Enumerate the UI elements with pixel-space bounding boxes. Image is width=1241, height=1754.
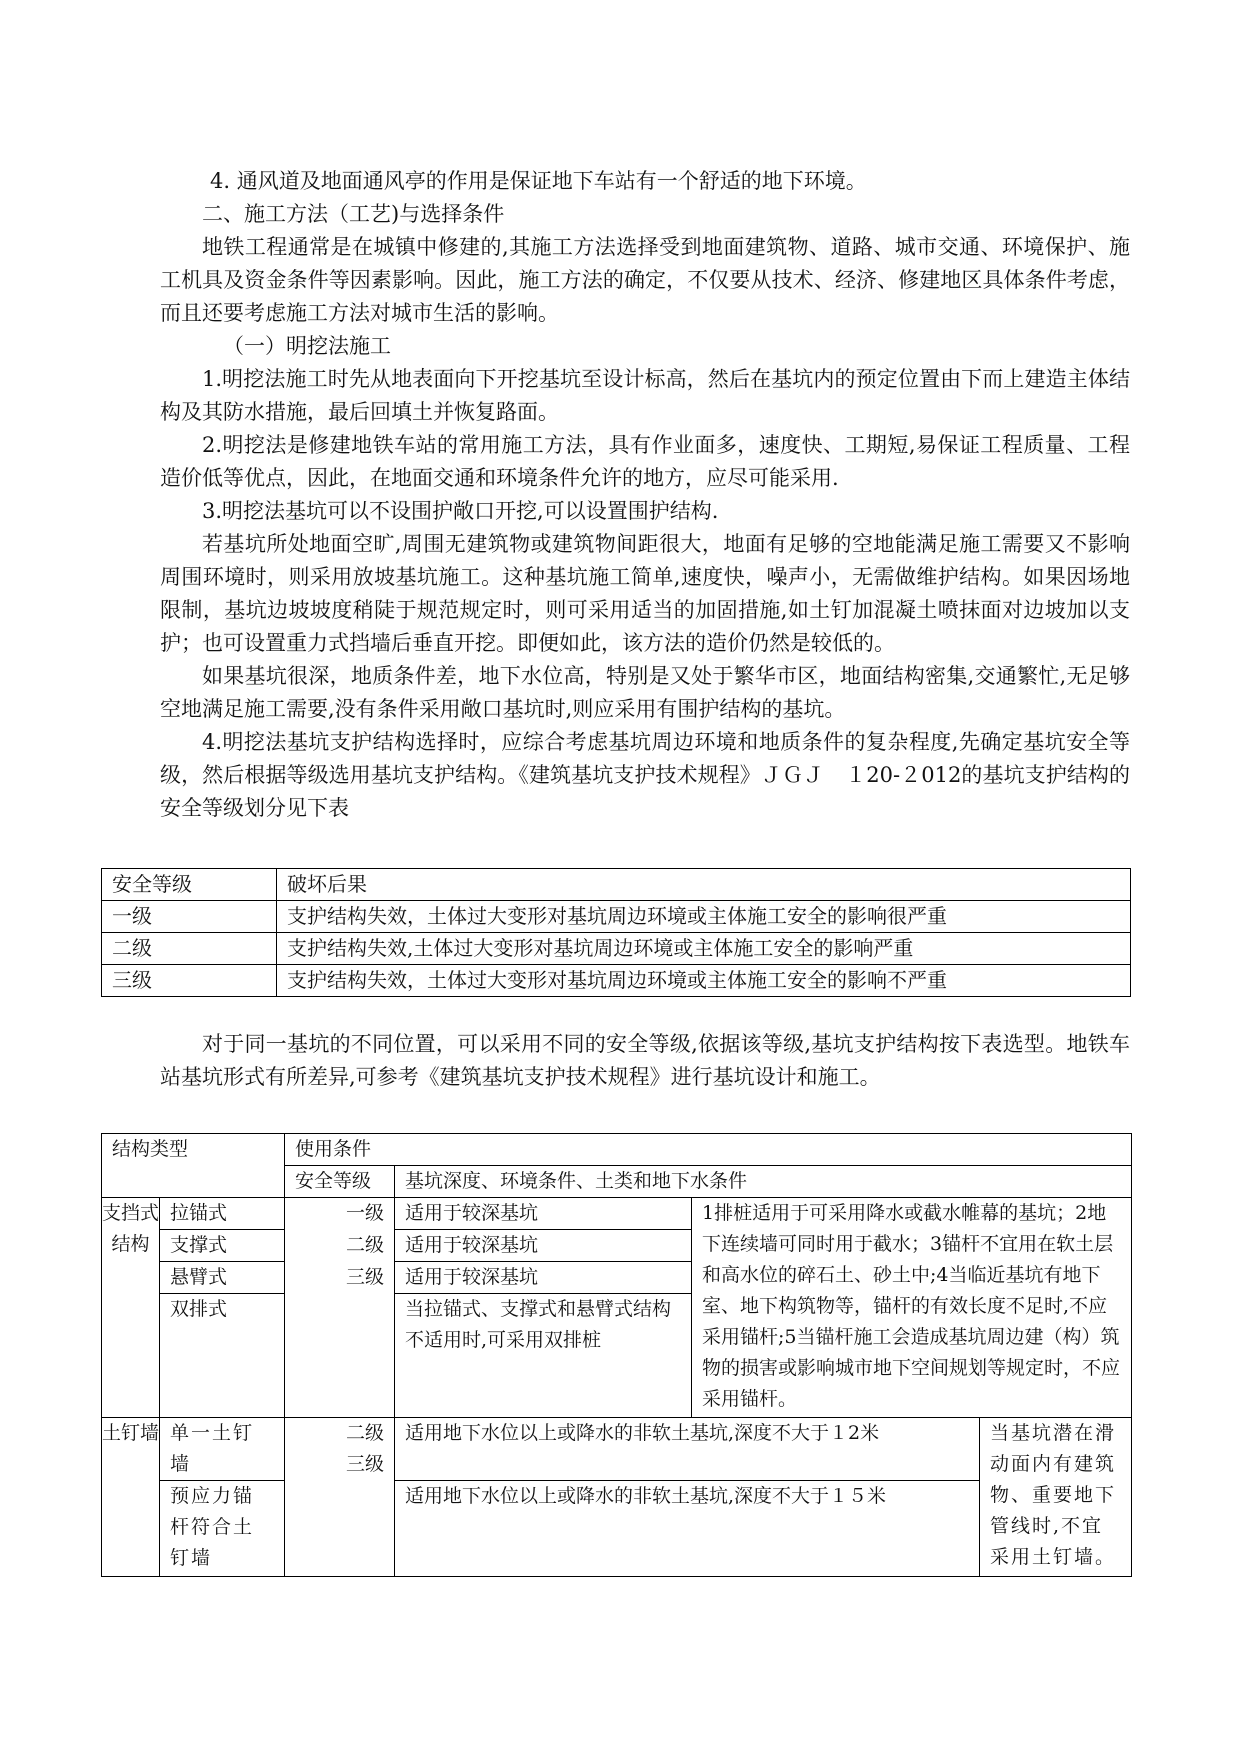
structure-item: 单一土钉墙 — [160, 1418, 285, 1481]
table-row — [102, 965, 1131, 997]
condition-cell: 适用于较深基坑 — [395, 1230, 692, 1262]
paragraph-item-2: 2.明挖法是修建地铁车站的常用施工方法，具有作业面多，速度快、工期短,易保证工程质量、工程造价低等优点，因此，在地面交通和环境条件允许的地方，应尽可能采用. — [160, 433, 1130, 490]
group-name-soil-nail: 土钉墙 — [102, 1418, 160, 1577]
table-row — [102, 933, 1131, 965]
paragraph-item-4: 4.明挖法基坑支护结构选择时，应综合考虑基坑周边环境和地质条件的复杂程度,先确定基坑安全等级，然后根据等级选用基坑支护结构。《建筑基坑支护技术规程》ＪＧＪ １20-２012的基坑支护结构的安全等级划分见下表 — [160, 730, 1130, 820]
consequence-cell: 支护结构失效,土体过大变形对基坑周边环境或主体施工安全的影响严重 — [277, 933, 1131, 965]
header-cell-structure-type: 结构类型 — [102, 1134, 285, 1198]
structure-item: 支撑式 — [160, 1230, 285, 1262]
consequence-cell: 支护结构失效，土体过大变形对基坑周边环境或主体施工安全的影响不严重 — [277, 965, 1131, 997]
condition-cell: 适用于较深基坑 — [395, 1262, 692, 1294]
paragraph-item-1: 1.明挖法施工时先从地表面向下开挖基坑至设计标高，然后在基坑内的预定位置由下而上建造主体结构及其防水措施，最后回填土并恢复路面。 — [160, 367, 1130, 424]
structure-item: 预应力锚杆符合土钉墙 — [160, 1481, 285, 1577]
header-cell-grade: 安全等级 — [102, 869, 277, 901]
table-header-row — [102, 1134, 1132, 1166]
body-text — [160, 165, 1130, 825]
paragraph-slope-pit: 若基坑所处地面空旷,周围无建筑物或建筑物间距很大，地面有足够的空地能满足施工需要又不影响周围环境时，则采用放坡基坑施工。这种基坑施工简单,速度快，噪声小，无需做维护结构。如果因场地限制，基坑边坡坡度稍陡于规范规定时，则可采用适当的加固措施,如土钉加混凝土喷抹面对边坡加以支护；也可设置重力式挡墙后垂直开挖。即便如此，该方法的造价仍然是较低的。 — [160, 532, 1130, 655]
section-heading-construction-methods: 二、施工方法（工艺)与选择条件 — [202, 202, 505, 226]
paragraph-intro: 地铁工程通常是在城镇中修建的,其施工方法选择受到地面建筑物、道路、城市交通、环境保护、施工机具及资金条件等因素影响。因此，施工方法的确定，不仅要从技术、经济、修建地区具体条件考虑，而且还要考虑施工方法对城市生活的影响。 — [160, 235, 1130, 325]
structure-item: 双排式 — [160, 1294, 285, 1418]
header-cell-conditions: 基坑深度、环境条件、土类和地下水条件 — [395, 1166, 1132, 1198]
notes-cell-soil-nail: 当基坑潜在滑动面内有建筑物、重要地下管线时,不宜采用土钉墙。 — [980, 1418, 1132, 1577]
table-row — [102, 1198, 1132, 1230]
table-row — [102, 901, 1131, 933]
condition-cell: 适用地下水位以上或降水的非软土基坑,深度不大于１５米 — [395, 1481, 980, 1577]
condition-cell: 适用地下水位以上或降水的非软土基坑,深度不大于１2米 — [395, 1418, 980, 1481]
grade-cell: 二级 — [285, 1230, 395, 1262]
header-cell-consequence: 破坏后果 — [277, 869, 1131, 901]
grade-cell: 一级 — [102, 901, 277, 933]
support-structure-table — [101, 1133, 1132, 1577]
table-row — [102, 1418, 1132, 1481]
paragraph-ventilation: 4. 通风道及地面通风亭的作用是保证地下车站有一个舒适的地下环境。 — [210, 169, 867, 193]
header-cell-safety-grade: 安全等级 — [285, 1166, 395, 1198]
paragraph-deep-pit: 如果基坑很深，地质条件差，地下水位高，特别是又处于繁华市区，地面结构密集,交通繁忙,无足够空地满足施工需要,没有条件采用敞口基坑时,则应采用有围护结构的基坑。 — [160, 664, 1130, 721]
subsection-heading-open-cut: （一）明挖法施工 — [223, 334, 391, 358]
table-row — [102, 1481, 1132, 1577]
grade-cell: 二级 三级 — [285, 1418, 395, 1577]
notes-cell-retaining: 1排桩适用于可采用降水或截水帷幕的基坑；2地下连续墙可同时用于截水；3锚杆不宜用在软土层和高水位的碎石土、砂土中;4当临近基坑有地下室、地下构筑物等，锚杆的有效长度不足时,不应采用锚杆;5当锚杆施工会造成基坑周边建（构）筑物的损害或影响城市地下空间规划等规定时，不应采用锚杆。 — [692, 1198, 1132, 1418]
condition-cell: 当拉锚式、支撑式和悬臂式结构不适用时,可采用双排桩 — [395, 1294, 692, 1418]
grade-cell: 一级 — [285, 1198, 395, 1230]
condition-cell: 适用于较深基坑 — [395, 1198, 692, 1230]
grade-cell: 三级 — [102, 965, 277, 997]
consequence-cell: 支护结构失效，土体过大变形对基坑周边环境或主体施工安全的影响很严重 — [277, 901, 1131, 933]
paragraph-item-3: 3.明挖法基坑可以不设围护敞口开挖,可以设置围护结构. — [202, 499, 719, 523]
grade-cell: 二级 — [102, 933, 277, 965]
safety-grade-table — [101, 868, 1131, 997]
table-header-row — [102, 869, 1131, 901]
header-cell-usage: 使用条件 — [285, 1134, 1132, 1166]
group-name-retaining: 支挡式结构 — [102, 1198, 160, 1418]
structure-item: 悬臂式 — [160, 1262, 285, 1294]
grade-cell-empty — [285, 1294, 395, 1418]
paragraph-selection: 对于同一基坑的不同位置，可以采用不同的安全等级,依据该等级,基坑支护结构按下表选型。地铁车站基坑形式有所差异,可参考《建筑基坑支护技术规程》进行基坑设计和施工。 — [160, 1032, 1130, 1089]
grade-cell: 三级 — [285, 1262, 395, 1294]
structure-item: 拉锚式 — [160, 1198, 285, 1230]
after-table-text — [160, 1028, 1130, 1094]
